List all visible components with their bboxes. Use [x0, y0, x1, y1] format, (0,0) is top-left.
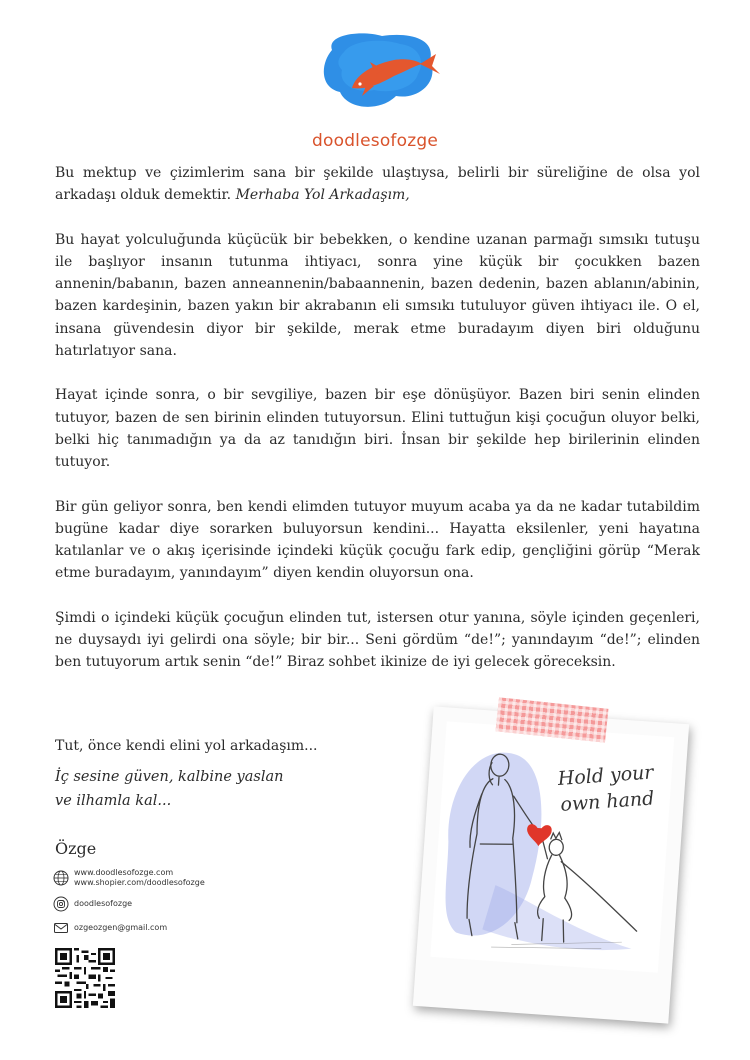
motto	[55, 765, 283, 813]
website-link-2[interactable]: www.shopier.com/doodlesofozge	[74, 878, 205, 887]
caption-line-2: own hand	[559, 787, 655, 816]
brand-logo	[322, 30, 442, 112]
paragraph-5: Şimdi o içindeki küçük çocuğun elinden tut, istersen otur yanına, söyle içinden geçenleri, ne duysaydı iyi gelirdi ona söyle; bir bir... Seni gördüm “de!”; yanındayım “de!”; elinden ben tutuyorum artık senin “de!” Biraz sohbet ikinize de iyi gelecek göreceksin.	[55, 609, 700, 671]
polaroid-caption	[545, 759, 668, 819]
motto-line-2: ve ilhamla kal...	[55, 793, 172, 809]
globe-icon	[53, 870, 69, 886]
caption-line-1: Hold your	[557, 761, 655, 791]
polaroid-image	[430, 721, 674, 972]
motto-line-1: İç sesine güven, kalbine yaslan	[55, 769, 284, 785]
paragraph-3: Hayat içinde sonra, o bir sevgiliye, bazen bir eşe dönüşüyor. Bazen biri senin elinden tutuyor, bazen de sen birinin elinden tutuyorsun. Elini tuttuğun kişi çocuğun oluyor belki, belki hiç tanımadığın ya da az tanıdığın biri. İnsan bir şekilde hep birilerinin elinden tutuyor.	[55, 387, 700, 471]
paragraph-2: Bu hayat yolculuğunda küçücük bir bebekken, o kendine uzanan parmağı sımsıkı tutuşu ile başlıyor insanın tutunma ihtiyacı, sonra yine küçük bir çocukken bazen annenin/babanın, bazen anneannenin/babaannenin, bazen dedenin, bazen ablanın/abinin, bazen kardeşinin, bazen yakın bir akrabanın eli sımsıkı tutuluyor güven ihtiyacı ile. O el, insana güvendesin diyor bir şekilde, merak etme buradayım diyen biri olduğunu hatırlatıyor sana.	[55, 231, 700, 360]
brand-name: doodlesofozge	[312, 131, 438, 151]
email-contact	[53, 920, 167, 936]
polaroid-frame	[413, 706, 689, 1023]
qr-code-icon	[55, 948, 115, 1008]
mother-child-illustration	[430, 721, 674, 972]
closing-line: Tut, önce kendi elini yol arkadaşım...	[55, 738, 318, 754]
email-address[interactable]: ozgeozgen@gmail.com	[74, 923, 168, 932]
letter-body	[55, 162, 700, 696]
instagram-handle[interactable]: doodlesofozge	[74, 899, 133, 908]
website-links	[53, 868, 205, 888]
mail-icon	[53, 920, 69, 936]
instagram-icon	[53, 896, 69, 912]
polaroid-illustration	[405, 705, 701, 1045]
greeting: Merhaba Yol Arkadaşım,	[235, 187, 410, 204]
website-link-1[interactable]: www.doodlesofozge.com	[74, 868, 174, 877]
paragraph-intro: Bu mektup ve çizimlerim sana bir şekilde ulaştıysa, belirli bir süreliğine de olsa yol arkadaşı olduk demektir. Merhaba Yol Arkadaşım,	[55, 165, 700, 204]
instagram-contact	[53, 896, 132, 912]
signature: Özge	[55, 839, 97, 858]
paragraph-4: Bir gün geliyor sonra, ben kendi elimden tutuyor muyum acaba ya da ne kadar tutabildim bugüne kadar diye sorarken buluyorsun kendini... Hayatta eksilenler, yeni hayatına katılanlar ve o akış içerisinde içindeki küçük çocuğu fark edip, gençliğini görüp “Merak etme buradayım, yanındayım” diyen kendin oluyorsun ona.	[55, 498, 700, 582]
